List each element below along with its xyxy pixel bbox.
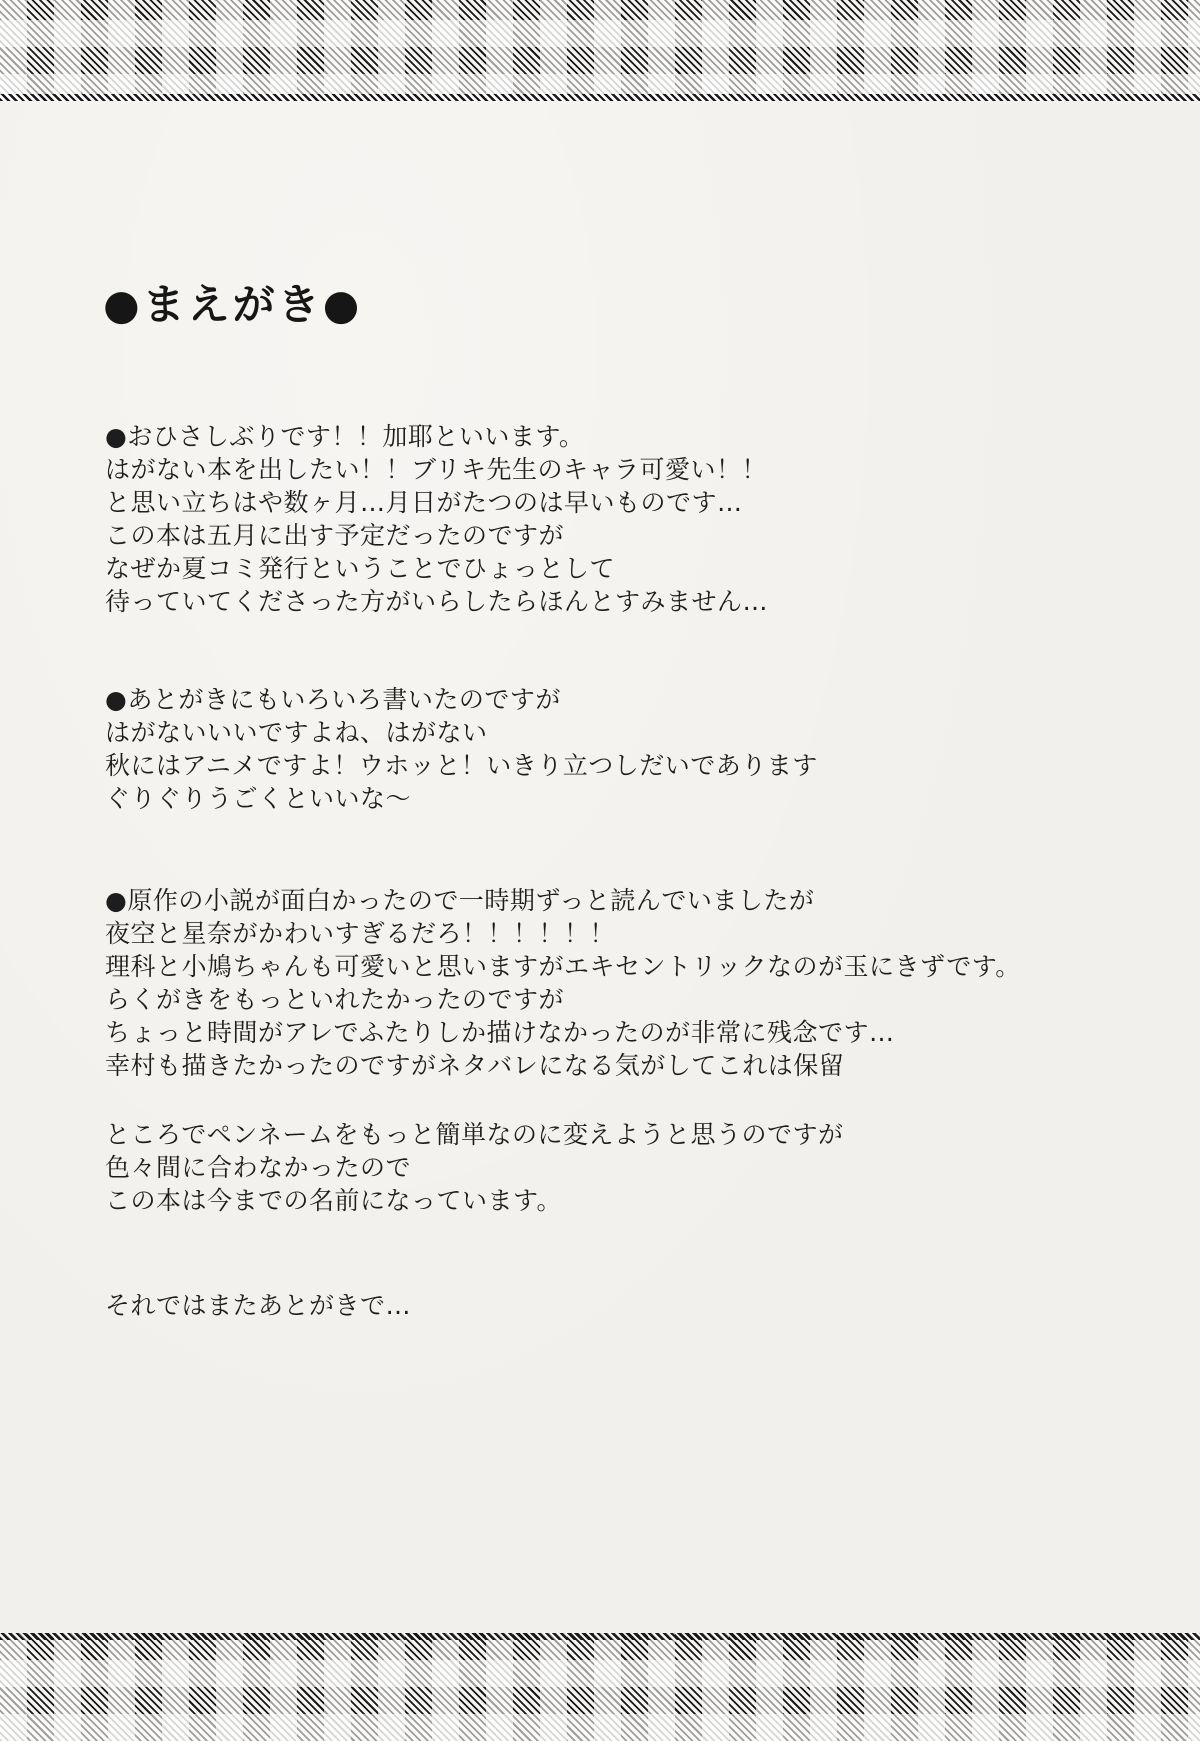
text-line: はがないいいですよね、はがない <box>105 718 488 747</box>
text-line: 秋にはアニメですよ！ウホッと！いきり立つしだいであります <box>105 751 818 780</box>
text-line: ●おひさしぶりです！！加耶といいます。 <box>105 422 585 451</box>
text-line: この本は今までの名前になっています。 <box>105 1186 563 1215</box>
text-line: 幸村も描きたかったのですがネタバレになる気がしてこれは保留 <box>105 1051 845 1080</box>
paragraph-penname <box>105 1118 844 1217</box>
text-line: ●原作の小説が面白かったので一時期ずっと読んでいましたが <box>105 886 815 915</box>
paragraph-greeting <box>105 420 768 618</box>
text-line: はがない本を出したい！！ブリキ先生のキャラ可愛い！！ <box>105 455 768 484</box>
text-line: らくがきをもっといれたかったのですが <box>105 985 565 1014</box>
text-line: 理科と小鳩ちゃんも可愛いと思いますがエキセントリックなのが玉にきずです。 <box>105 952 1021 981</box>
bottom-plaid-border <box>0 1633 1200 1741</box>
text-line: 待っていてくださった方がいらしたらほんとすみません… <box>105 587 769 616</box>
text-line: 夜空と星奈がかわいすぎるだろ！！！！！！ <box>105 919 616 948</box>
closing-line: それではまたあとがきで… <box>105 1291 412 1320</box>
text-line: なぜか夏コミ発行ということでひょっとして <box>105 554 616 583</box>
text-line: ちょっと時間がアレでふたりしか描けなかったのが非常に残念です… <box>105 1018 895 1047</box>
paragraph-afterword-note <box>105 683 818 815</box>
text-line: この本は五月に出す予定だったのですが <box>105 521 565 550</box>
text-line: ぐりぐりうごくといいな～ <box>105 784 412 813</box>
paragraph-original-novel <box>105 884 1021 1082</box>
page-title: ●まえがき● <box>103 280 363 329</box>
top-plaid-border <box>0 0 1200 101</box>
text-line: ところでペンネームをもっと簡単なのに変えようと思うのですが <box>105 1120 844 1149</box>
text-line: と思い立ちはや数ヶ月…月日がたつのは早いものです… <box>105 488 743 517</box>
text-line: ●あとがきにもいろいろ書いたのですが <box>105 685 561 714</box>
text-line: 色々間に合わなかったので <box>105 1153 412 1182</box>
